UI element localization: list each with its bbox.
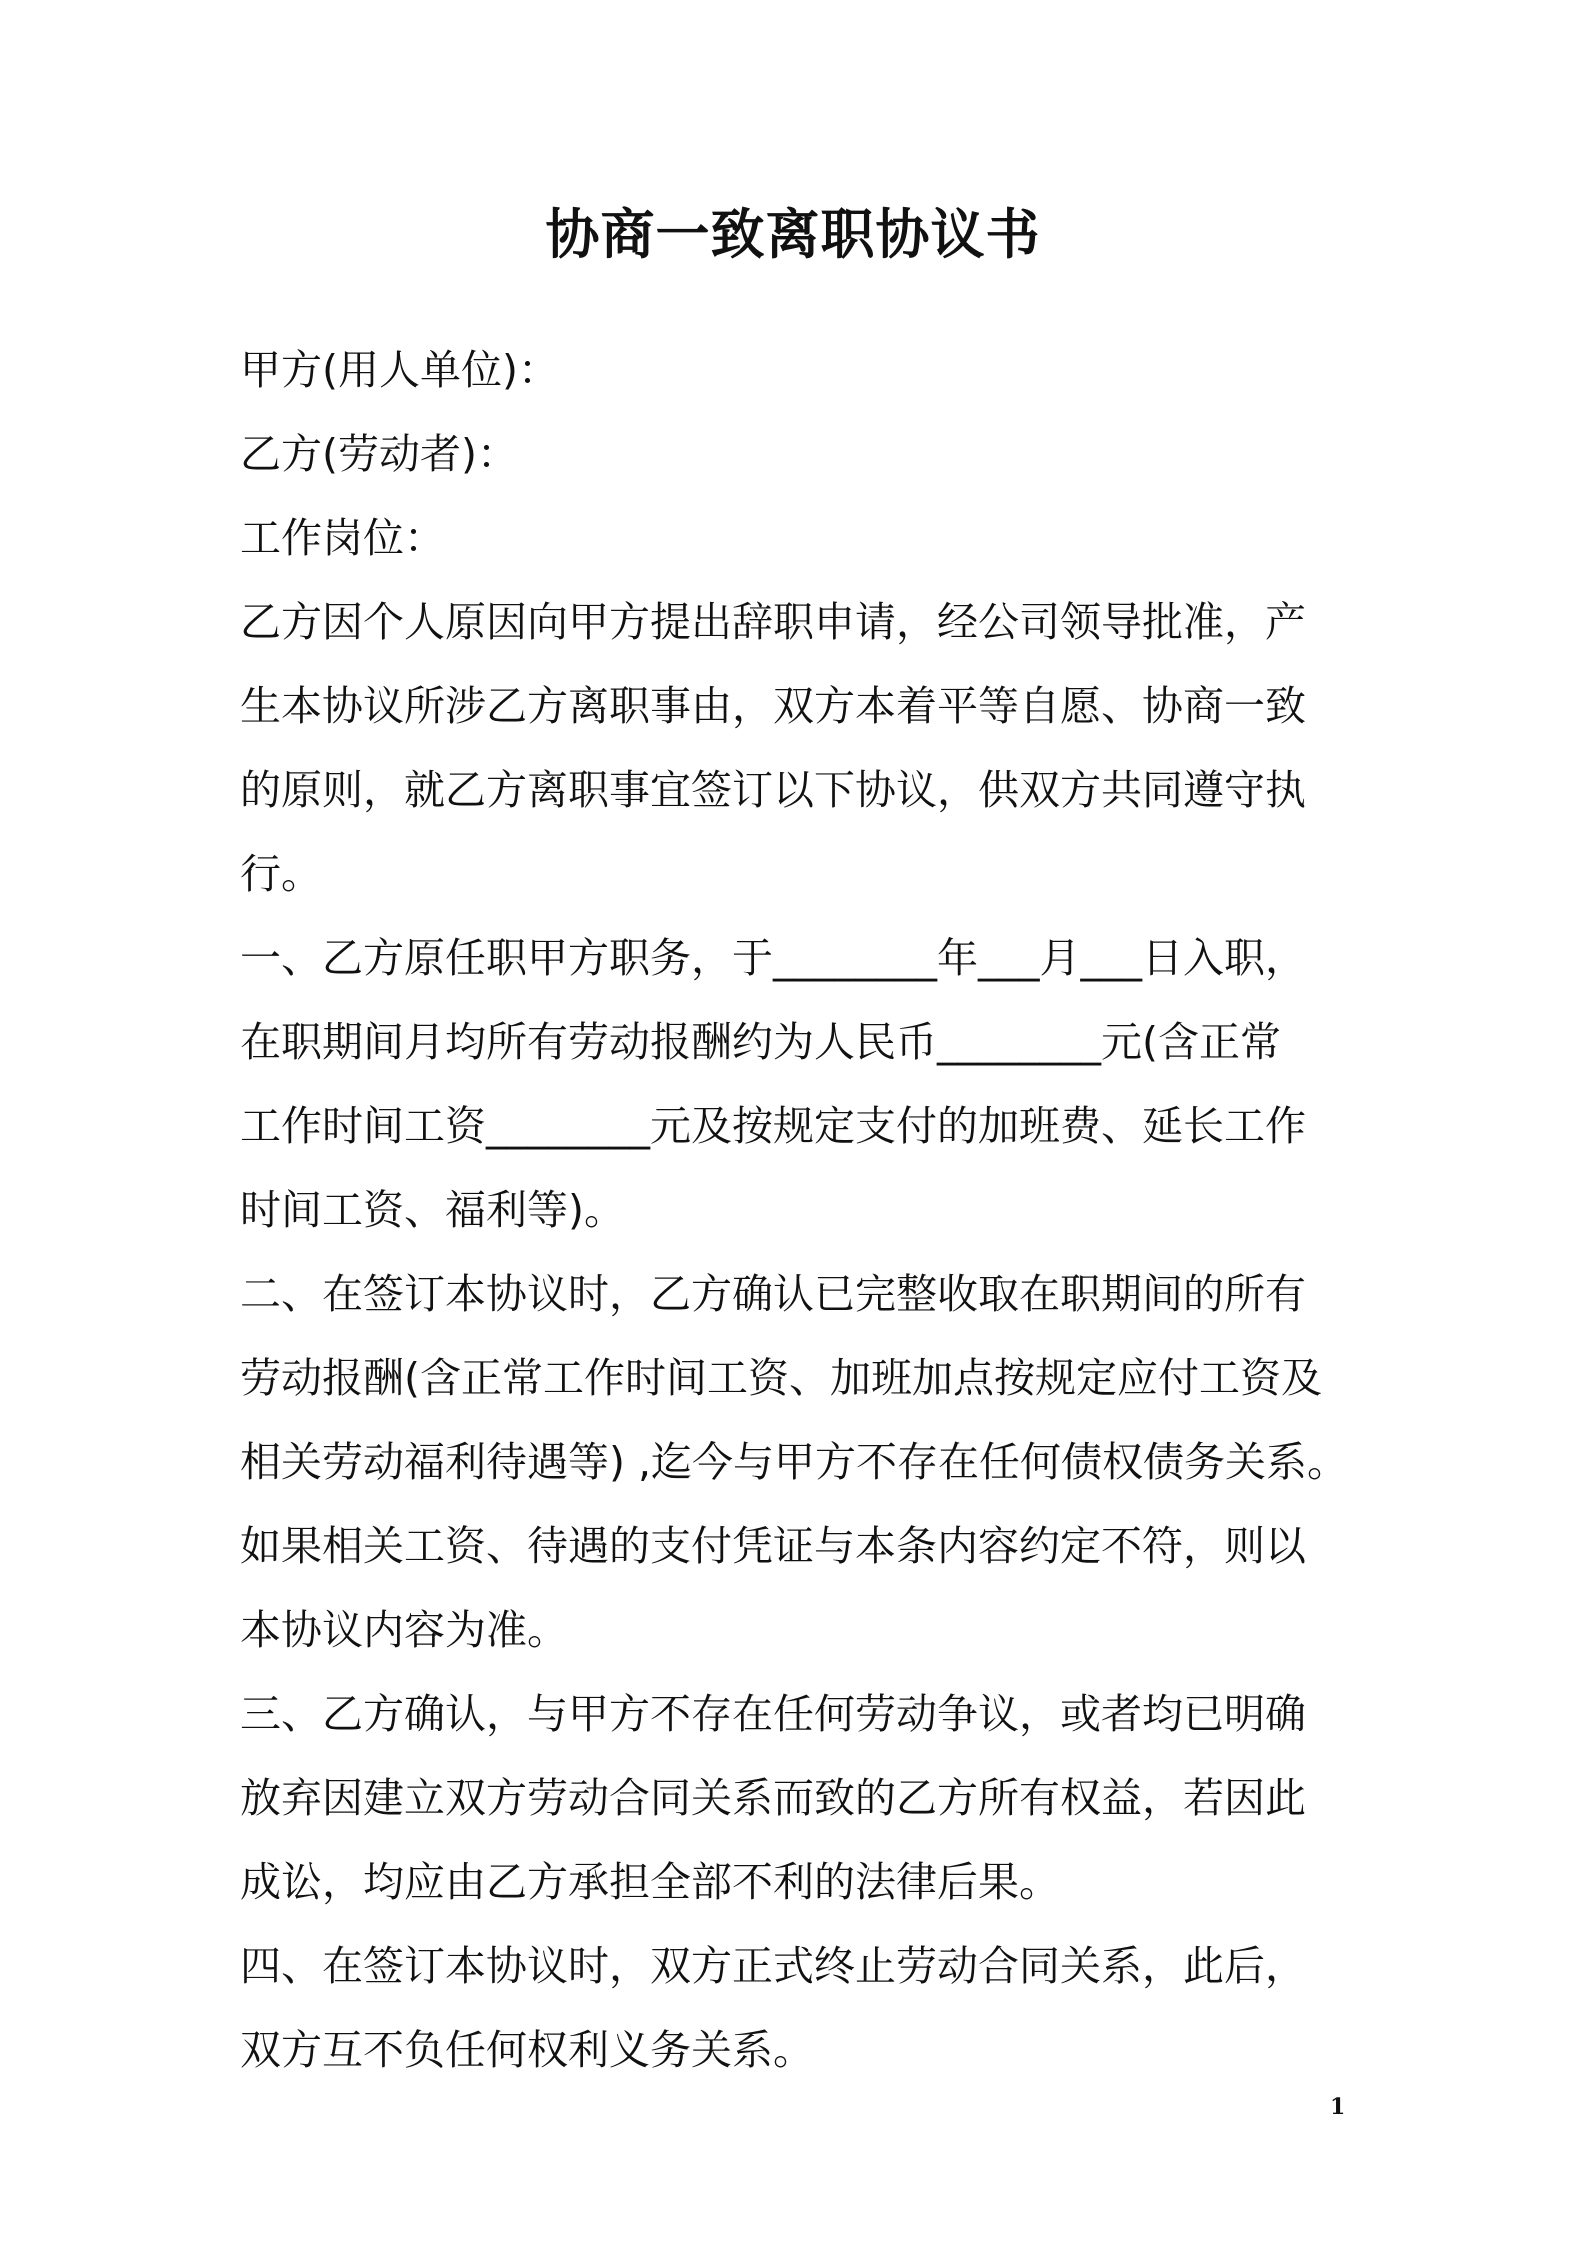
clause-2-line: 本协议内容为准。 xyxy=(240,1606,568,1654)
clause-2-line: 相关劳动福利待遇等) ,迄今与甲方不存在任何债权债务关系。 xyxy=(240,1438,1349,1486)
clause-1-line: 工作时间工资________元及按规定支付的加班费、延长工作 xyxy=(240,1102,1306,1150)
job-position-line: 工作岗位： xyxy=(240,514,445,562)
clause-3-line: 三、乙方确认，与甲方不存在任何劳动争议，或者均已明确 xyxy=(240,1690,1306,1738)
clause-2-line: 如果相关工资、待遇的支付凭证与本条内容约定不符，则以 xyxy=(240,1522,1306,1570)
clause-1-line: 在职期间月均所有劳动报酬约为人民币________元(含正常 xyxy=(240,1018,1281,1066)
clause-2-line: 二、在签订本协议时，乙方确认已完整收取在职期间的所有 xyxy=(240,1270,1306,1318)
page-number: 1 xyxy=(1330,2094,1346,2120)
intro-paragraph-line: 行。 xyxy=(240,850,322,898)
intro-paragraph-line: 生本协议所涉乙方离职事由，双方本着平等自愿、协商一致 xyxy=(240,682,1306,730)
intro-paragraph-line: 乙方因个人原因向甲方提出辞职申请，经公司领导批准，产 xyxy=(240,598,1306,646)
clause-2-line: 劳动报酬(含正常工作时间工资、加班加点按规定应付工资及 xyxy=(240,1354,1322,1402)
clause-1-line: 一、乙方原任职甲方职务，于________年___月___日入职， xyxy=(240,934,1306,982)
clause-3-line: 放弃因建立双方劳动合同关系而致的乙方所有权益，若因此 xyxy=(240,1774,1306,1822)
clause-1-line: 时间工资、福利等)。 xyxy=(240,1186,625,1234)
document-body xyxy=(240,328,1350,2092)
intro-paragraph-line: 的原则，就乙方离职事宜签订以下协议，供双方共同遵守执 xyxy=(240,766,1306,814)
party-a-line: 甲方(用人单位)： xyxy=(240,346,559,394)
party-b-line: 乙方(劳动者)： xyxy=(240,430,518,478)
clause-3-line: 成讼，均应由乙方承担全部不利的法律后果。 xyxy=(240,1858,1060,1906)
clause-4-line: 双方互不负任何权利义务关系。 xyxy=(240,2026,814,2074)
clause-4-line: 四、在签订本协议时，双方正式终止劳动合同关系，此后， xyxy=(240,1942,1306,1990)
document-title: 协商一致离职协议书 xyxy=(545,203,1041,266)
